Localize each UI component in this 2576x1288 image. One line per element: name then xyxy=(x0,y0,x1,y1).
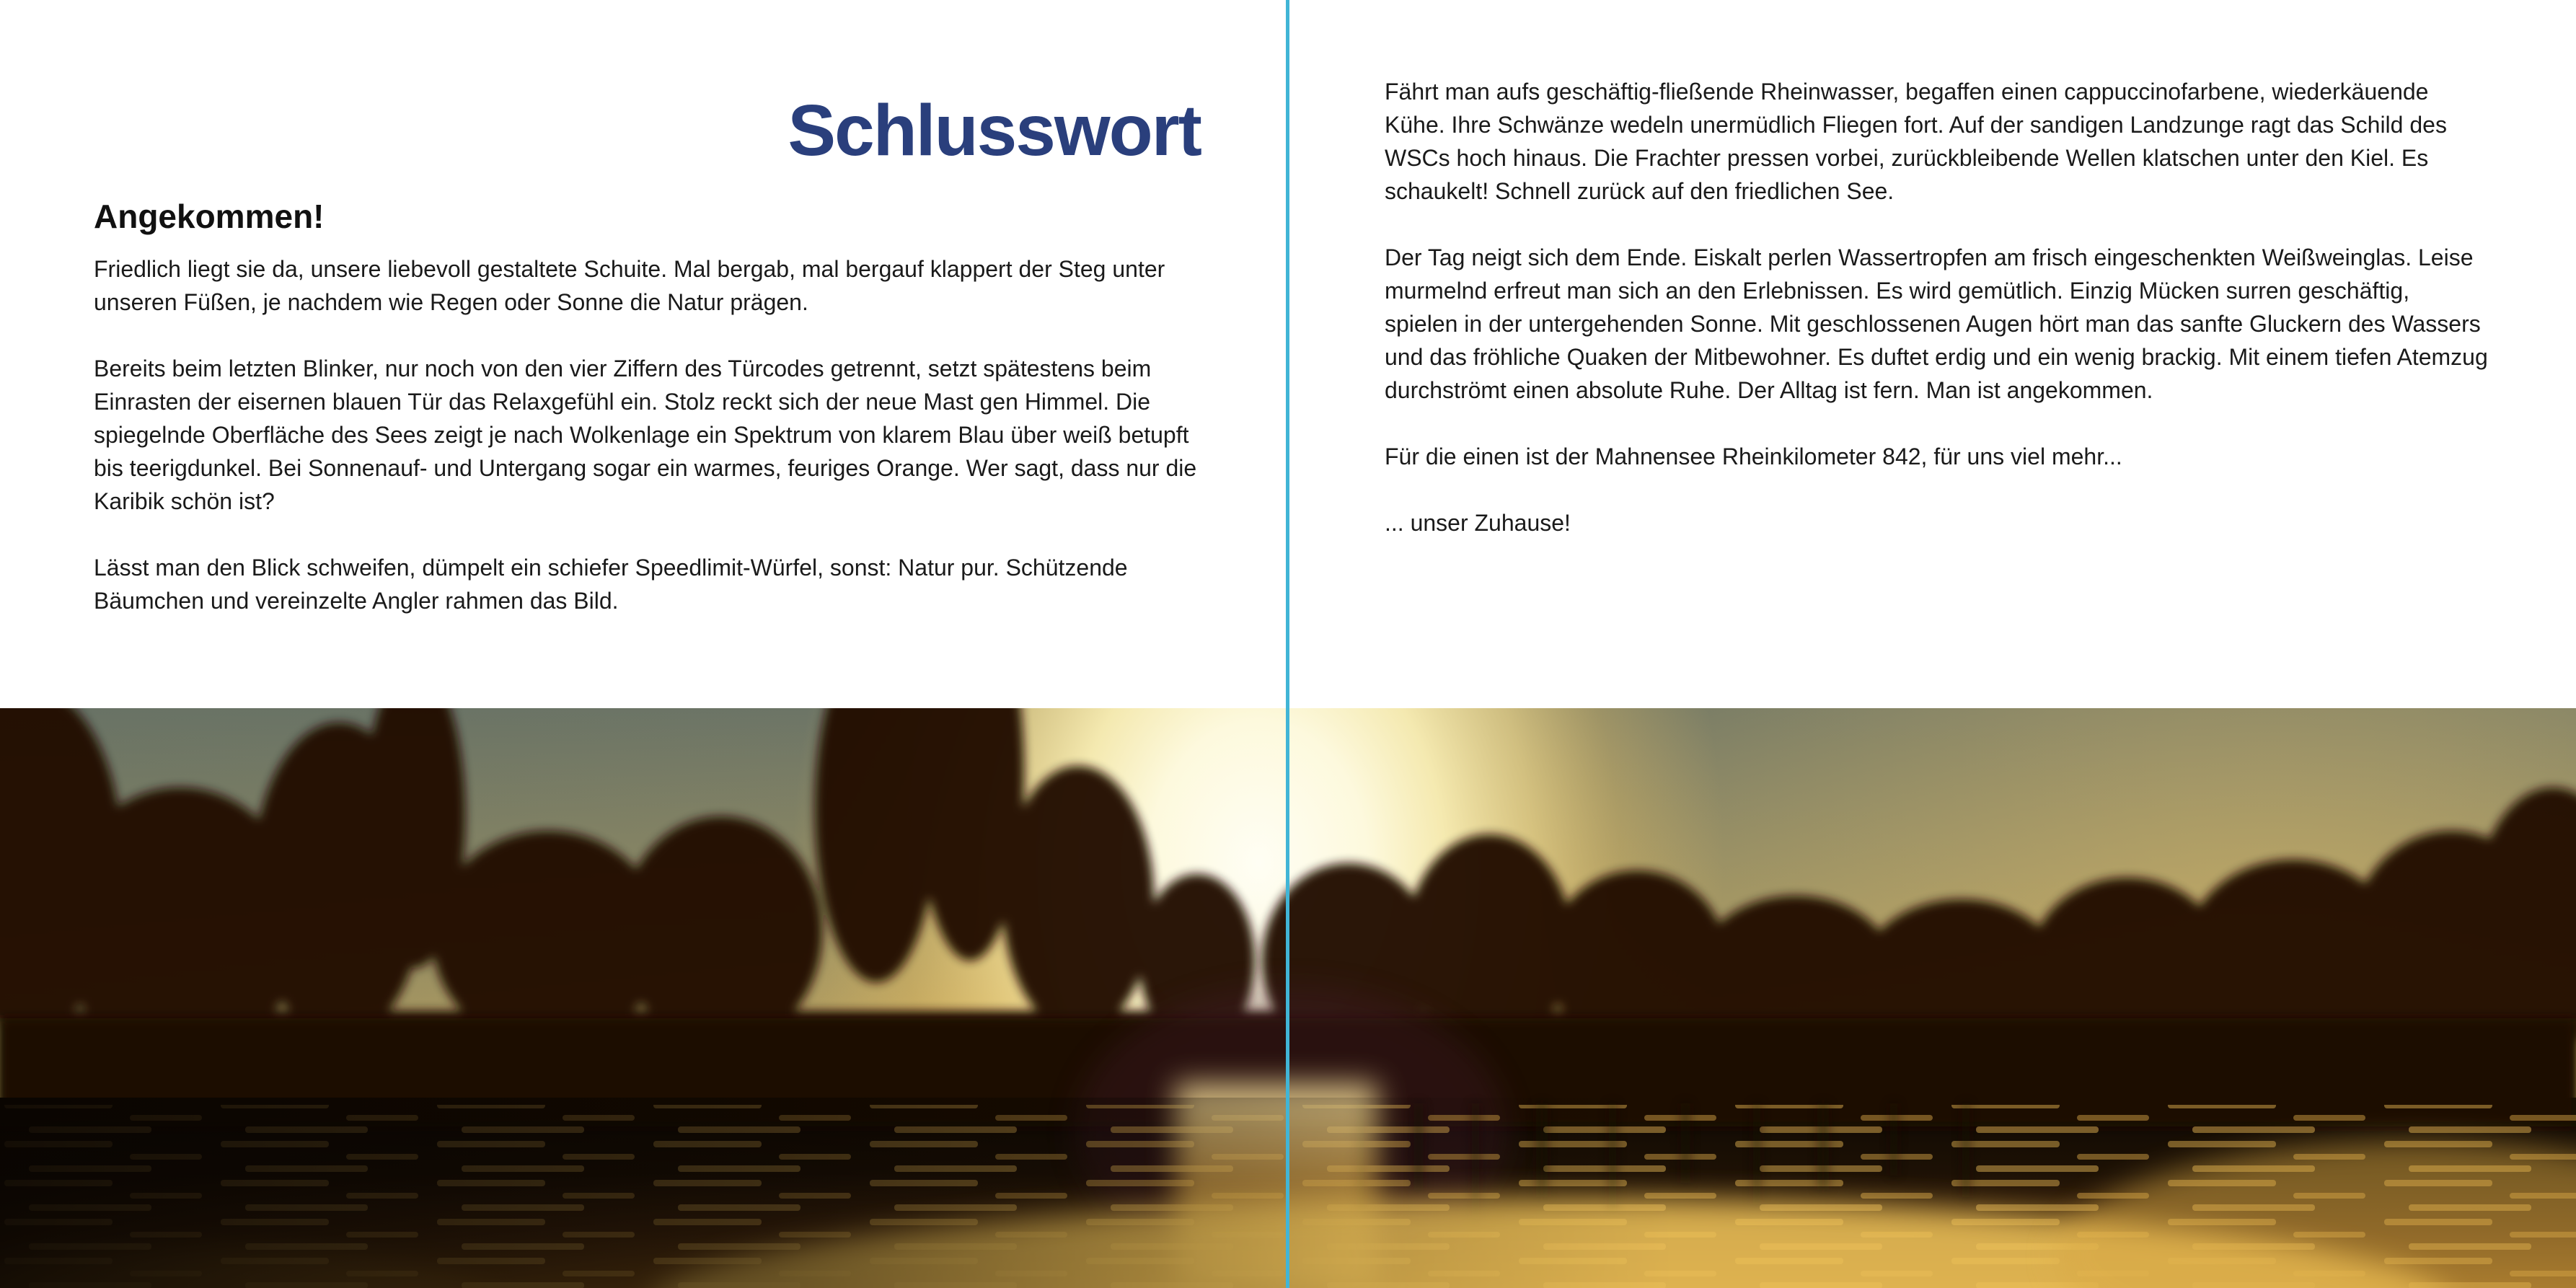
paragraph: Der Tag neigt sich dem Ende. Eiskalt perlen Wassertropfen am frisch eingeschenkten Weißweinglas. Leise murmelnd erfreut man sich an den Erlebnissen. Es wird gemütlich. Einzig Mücken surren geschäftig, spielen in der untergehenden Sonne. Mit geschlossenen Augen hört man das sanfte Gluckern des Wassers und das fröhliche Quaken der Mitbewohner. Es duftet erdig und ein wenig brackig. Mit einem tiefen Atemzug durchströmt einen absolute Ruhe. Der Alltag ist fern. Man ist angekommen. xyxy=(1385,244,2488,403)
paragraph: Friedlich liegt sie da, unsere liebevoll gestaltete Schuite. Mal bergab, mal bergauf klappert der Steg unter unseren Füßen, je nachdem wie Regen oder Sonne die Natur prägen. xyxy=(94,256,1165,315)
right-page-body xyxy=(1385,75,2488,573)
paragraph: Für die einen ist der Mahnensee Rheinkilometer 842, für uns viel mehr... xyxy=(1385,444,2122,469)
page-divider-line xyxy=(1286,0,1289,1288)
paragraph: Lässt man den Blick schweifen, dümpelt ein schiefer Speedlimit-Würfel, sonst: Natur pur. Schützende Bäumchen und vereinzelte Angler rahmen das Bild. xyxy=(94,555,1128,614)
paragraph: Bereits beim letzten Blinker, nur noch von den vier Ziffern des Türcodes getrennt, setzt spätestens beim Einrasten der eisernen blauen Tür das Relaxgefühl ein. Stolz reckt sich der neue Mast gen Himmel. Die spiegelnde Oberfläche des Sees zeigt je nach Wolkenlage ein Spektrum von klarem Blau über weiß betupft bis teerigdunkel. Bei Sonnenauf- und Untergang sogar ein warmes, feuriges Orange. Wer sagt, dass nur die Karibik schön ist? xyxy=(94,356,1197,514)
left-page-body xyxy=(94,252,1208,650)
paragraph: Fährt man aufs geschäftig-fließende Rheinwasser, begaffen einen cappuccinofarbene, wiederkäuende Kühe. Ihre Schwänze wedeln unermüdlich Fliegen fort. Auf der sandigen Landzunge ragt das Schild des WSCs hoch hinaus. Die Frachter pressen vorbei, zurückbleibende Wellen klatschen unter den Kiel. Es schaukelt! Schnell zurück auf den friedlichen See. xyxy=(1385,79,2447,204)
paragraph: ... unser Zuhause! xyxy=(1385,510,1571,536)
section-heading: Angekommen! xyxy=(94,198,325,236)
page-title: Schlusswort xyxy=(788,90,1201,171)
